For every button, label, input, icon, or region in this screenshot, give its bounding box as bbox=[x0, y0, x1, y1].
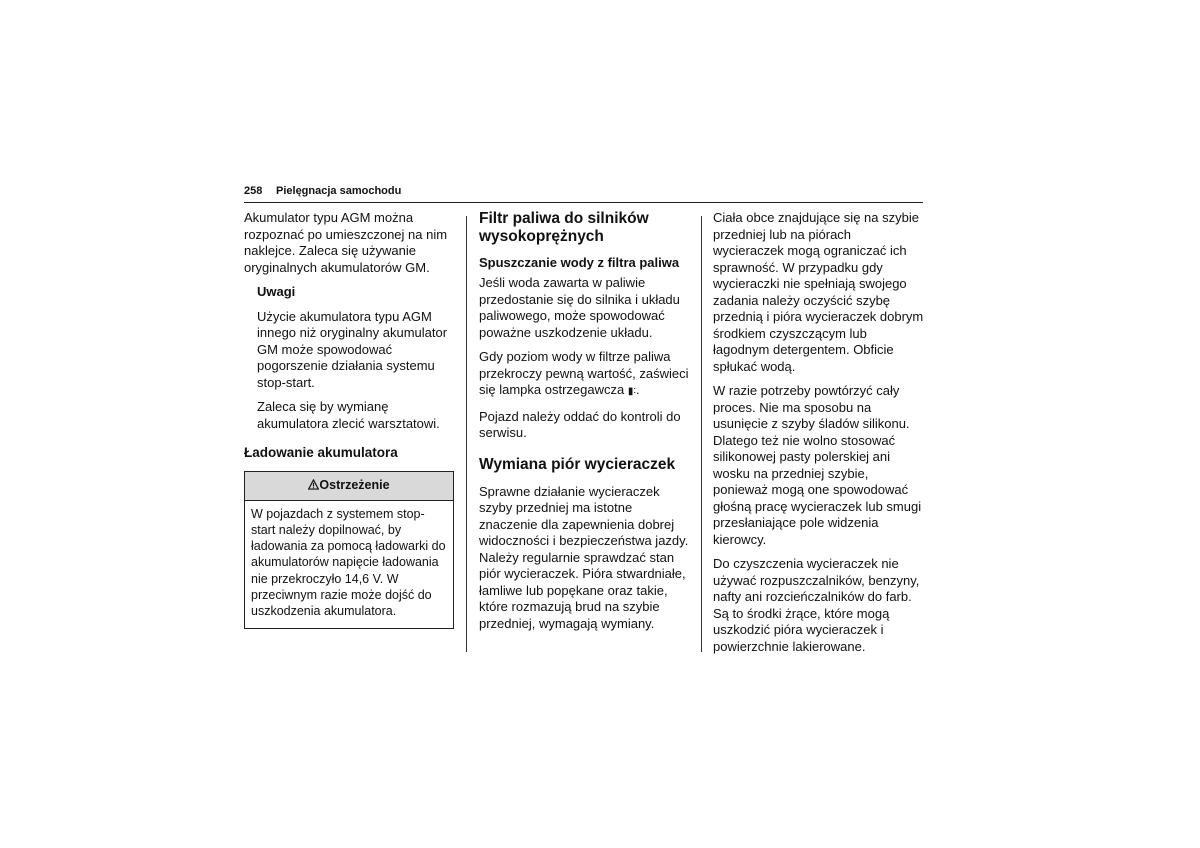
agm-intro-paragraph: Akumulator typu AGM można rozpoznać po umieszczonej na nim naklejce. Zaleca się używanie oryginalnych akumulatorów GM. bbox=[244, 210, 448, 275]
note-paragraph-2: Zaleca się by wymianę akumulatora zlecić warsztatowi. bbox=[257, 399, 440, 431]
column-2 bbox=[479, 210, 691, 640]
page-number: 258 bbox=[244, 185, 263, 197]
note-title: Uwagi bbox=[257, 284, 296, 299]
wiper-paragraph-1: Sprawne działanie wycieraczek szyby przedniej ma istotne znaczenie dla zapewnienia dobrej widoczności i bezpieczeństwa jazdy. Należy regularnie sprawdzać stan piór wycieraczek. Pióra stwardniałe, łamliwe lub popękane oraz takie, które rozmazują brud na szybie przedniej, wymagają wymiany. bbox=[479, 483, 689, 631]
page-header bbox=[244, 183, 923, 203]
wiper-heading: Wymiana piór wycieraczek bbox=[479, 455, 676, 473]
column-1 bbox=[244, 210, 456, 629]
warning-box bbox=[244, 471, 454, 629]
warning-title: Ostrzeżenie bbox=[319, 478, 390, 492]
warning-header bbox=[245, 472, 453, 501]
note-block bbox=[257, 284, 456, 432]
wiper-paragraph-2: Ciała obce znajdujące się na szybie przedniej lub na piórach wycieraczek mogą ograniczać ich sprawność. W przypadku gdy wycieraczki nie spełniają swojego zadania należy oczyścić szybę przednią i pióra wycieraczek dobrym środkiem czyszczącym lub łagodnym detergentem. Obficie spłukać wodą. bbox=[713, 210, 924, 374]
water-drain-subheading: Spuszczanie wody z filtra paliwa bbox=[479, 255, 680, 270]
fuel-paragraph-2 bbox=[479, 349, 691, 401]
water-in-fuel-icon: ▮∶ bbox=[627, 386, 636, 397]
fuel-filter-heading: Filtr paliwa do silników wysokoprężnych bbox=[479, 210, 649, 245]
fuel-paragraph-2-text: Gdy poziom wody w filtrze paliwa przekroczy pewną wartość, zaświeci się lampka ostrzegawcza bbox=[479, 349, 689, 397]
warning-text: W pojazdach z systemem stop-start należy dopilnować, by ładowania za pomocą ładowarki do akumulatorów napięcie ładowania nie przekroczyło 14,6 V. W przeciwnym razie może dojść do uszkodzenia akumulatora. bbox=[251, 506, 446, 619]
column-divider-1 bbox=[466, 216, 467, 652]
wiper-paragraph-3: W razie potrzeby powtórzyć cały proces. Nie ma sposobu na usunięcie z szyby śladów silikonu. Dlatego też nie wolno stosować silikonowej pasty polerskiej ani wosku na przedniej szybie, ponieważ mogą one spowodować głośną pracę wycieraczek lub smugi przesłaniające pole widzenia kierowcy. bbox=[713, 383, 922, 547]
fuel-paragraph-2-end: . bbox=[635, 382, 640, 397]
note-paragraph-1: Użycie akumulatora typu AGM innego niż oryginalny akumulator GM może spowodować pogorszenie działania systemu stop-start. bbox=[257, 308, 448, 390]
column-3 bbox=[713, 210, 925, 663]
wiper-paragraph-4: Do czyszczenia wycieraczek nie używać rozpuszczalników, benzyny, nafty ani rozcieńczalników do farb. Są to środki żrące, które mogą uszkodzić pióra wycieraczek i powierzchnie lakierowane. bbox=[713, 556, 920, 654]
fuel-paragraph-3: Pojazd należy oddać do kontroli do serwisu. bbox=[479, 408, 681, 440]
fuel-paragraph-1: Jeśli woda zawarta w paliwie przedostanie się do silnika i układu paliwowego, może spowodować poważne uszkodzenie układu. bbox=[479, 275, 680, 340]
column-divider-2 bbox=[701, 216, 702, 652]
warning-triangle-icon bbox=[308, 479, 319, 490]
charging-heading: Ładowanie akumulatora bbox=[244, 445, 398, 460]
section-title: Pielęgnacja samochodu bbox=[276, 185, 402, 197]
